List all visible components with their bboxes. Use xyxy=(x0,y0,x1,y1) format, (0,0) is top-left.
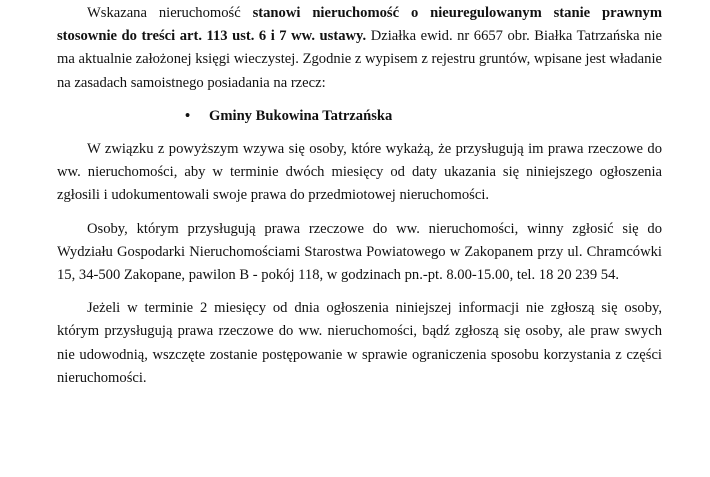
document-page xyxy=(57,2,662,390)
owner-list-item xyxy=(57,105,662,128)
paragraph-contact-info: Osoby, którym przysługują prawa rzeczowe do ww. nieruchomości, winny zgłosić się do Wydziału Gospodarki Nieruchomościami Starostwa Powiatowego w Zakopanem przy ul. Chramcówki 15, 34-500 Zakopane, pawilon B - pokój 118, w godzinach pn.-pt. 8.00-15.00, tel. 18 20 239 54. xyxy=(57,220,662,284)
owner-name: Gminy Bukowina Tatrzańska xyxy=(209,107,393,124)
paragraph-legal-status-details: Działka ewid. nr 6657 obr. Białka Tatrzańska nie ma aktualnie założonej księgi wieczystej. Zgodnie z wypisem z rejestru gruntów, wpisane jest władanie na zasadach samoistnego posiadania na rzecz: xyxy=(57,28,662,91)
paragraph-consequences: Jeżeli w terminie 2 miesięcy od dnia ogłoszenia niniejszej informacji nie zgłoszą się osoby, którym przysługują prawa rzeczowe do ww. nieruchomości, bądź zgłoszą się osoby, ale praw swych nie udowodnią, wszczęte zostanie postępowanie w sprawie ograniczenia sposobu korzystania z części nieruchomości. xyxy=(57,300,662,386)
bullet-icon: • xyxy=(185,107,191,124)
paragraph-legal-status-intro: Wskazana nieruchomość xyxy=(87,5,253,21)
paragraph-call-to-claim: W związku z powyższym wzywa się osoby, które wykażą, że przysługują im prawa rzeczowe do ww. nieruchomości, aby w terminie dwóch miesięcy od daty ukazania się niniejszego ogłoszenia zgłosili i udokumentowali swoje prawa do przedmiotowej nieruchomości. xyxy=(57,141,662,204)
paragraph-legal-status xyxy=(57,2,662,95)
paragraph-legal-status-bold: stanowi nieruchomość o nieuregulowanym stanie prawnym stosownie do treści art. 113 ust. 6 i 7 ww. ustawy. xyxy=(57,5,662,45)
